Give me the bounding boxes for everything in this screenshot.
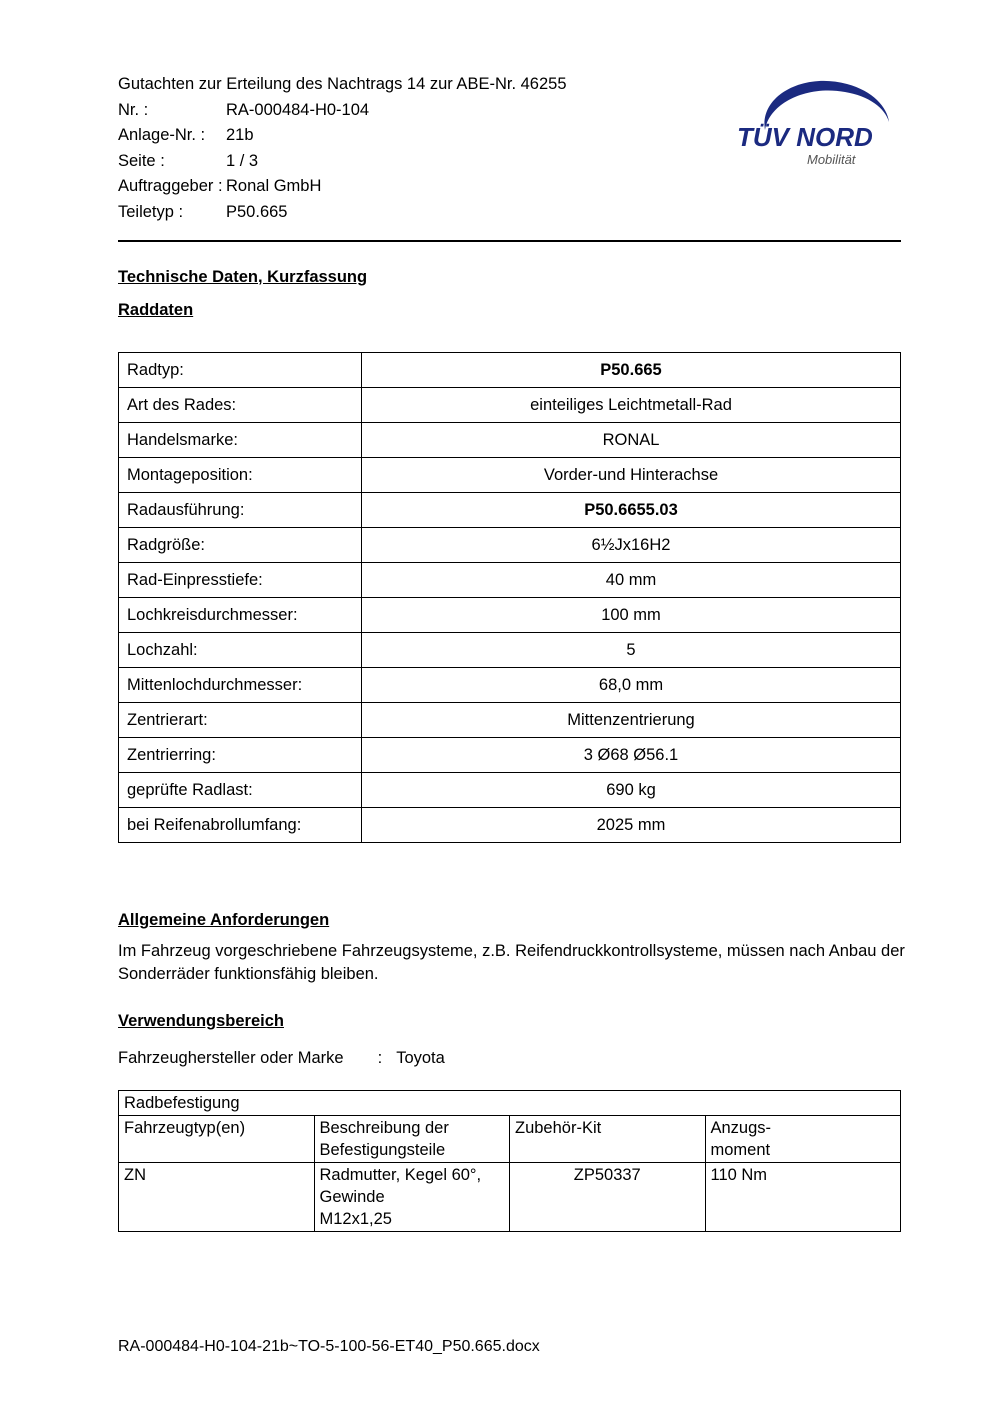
fastening-header-description: Beschreibung der Befestigungsteile: [314, 1116, 510, 1163]
header-label-nr: Nr. :: [118, 100, 149, 119]
wheel-value: 6½Jx16H2: [362, 528, 901, 563]
fastening-cell-torque: 110 Nm: [705, 1163, 901, 1232]
heading-wheel-data: Raddaten: [118, 301, 194, 319]
header-label-teiletyp: Teiletyp :: [118, 202, 184, 221]
wheel-key: Zentrierart:: [119, 703, 362, 738]
fastening-header-vehicle-type: Fahrzeugtyp(en): [119, 1116, 315, 1163]
fastening-header-torque-line2: moment: [710, 1141, 771, 1159]
table-header-row: [119, 1116, 901, 1163]
table-row: [119, 1163, 901, 1232]
wheel-key: Rad-Einpresstiefe:: [119, 563, 362, 598]
wheel-key: Zentrierring:: [119, 738, 362, 773]
wheel-key: bei Reifenabrollumfang:: [119, 808, 362, 843]
fastening-header-kit: Zubehör-Kit: [510, 1116, 706, 1163]
table-row: [119, 808, 901, 843]
table-row: [119, 773, 901, 808]
wheel-value: Vorder-und Hinterachse: [362, 458, 901, 493]
header-value-teiletyp: P50.665: [226, 202, 288, 221]
heading-usage-area: Verwendungsbereich: [118, 1012, 284, 1030]
table-row: [119, 598, 901, 633]
wheel-value: 40 mm: [362, 563, 901, 598]
fastening-cell-description: [314, 1163, 510, 1232]
wheel-value: Mittenzentrierung: [362, 703, 901, 738]
spacer: [118, 843, 901, 885]
wheel-data-table: [118, 352, 901, 843]
wheel-value: 100 mm: [362, 598, 901, 633]
wheel-key: Montageposition:: [119, 458, 362, 493]
svg-text:Mobilität: Mobilität: [807, 152, 856, 166]
header-label-auftraggeber: Auftraggeber :: [118, 177, 223, 195]
tuv-nord-logo: [729, 74, 901, 166]
fastening-cell-kit: ZP50337: [510, 1163, 706, 1232]
fastening-cell-description-line2: M12x1,25: [319, 1210, 392, 1228]
header-label-seite: Seite :: [118, 151, 165, 170]
table-row: [119, 668, 901, 703]
header-row-auftraggeber: [118, 174, 901, 200]
wheel-key: Radausführung:: [119, 493, 362, 528]
general-requirements-text: Im Fahrzeug vorgeschriebene Fahrzeugsysteme, z.B. Reifendruckkontrollsysteme, müssen nach Anbau der Sonderräder funktionsfähig bleiben.: [118, 942, 905, 983]
heading-general-requirements: Allgemeine Anforderungen: [118, 911, 330, 929]
wheel-value: 3 Ø68 Ø56.1: [362, 738, 901, 773]
usage-value: Toyota: [396, 1049, 445, 1067]
fastening-header-torque-line1: Anzugs-: [710, 1119, 772, 1137]
fastening-cell-description-line1: Radmutter, Kegel 60°, Gewinde: [319, 1166, 482, 1206]
header-divider: [118, 240, 901, 242]
header-label-anlage: Anlage-Nr. :: [118, 126, 206, 144]
usage-colon: :: [377, 1049, 383, 1067]
fastening-cell-vehicle-type: ZN: [119, 1163, 315, 1232]
wheel-value: 2025 mm: [362, 808, 901, 843]
wheel-value: P50.6655.03: [362, 493, 901, 528]
header-row-teiletyp: [118, 200, 901, 226]
wheel-value: 5: [362, 633, 901, 668]
wheel-key: geprüfte Radlast:: [119, 773, 362, 808]
table-row: [119, 423, 901, 458]
fastening-header-torque: [705, 1116, 901, 1163]
wheel-key: Radtyp:: [119, 353, 362, 388]
table-row: [119, 633, 901, 668]
document-header: [118, 72, 901, 222]
usage-manufacturer-line: [118, 1049, 901, 1068]
svg-text:TÜV NORD: TÜV NORD: [737, 122, 873, 152]
table-row: [119, 353, 901, 388]
heading-technical-data: Technische Daten, Kurzfassung: [118, 268, 368, 286]
table-row: [119, 563, 901, 598]
header-title: Gutachten zur Erteilung des Nachtrags 14 zur ABE-Nr. 46255: [118, 75, 567, 93]
table-title-row: [119, 1091, 901, 1116]
usage-label: Fahrzeughersteller oder Marke: [118, 1049, 344, 1067]
footer-filename: RA-000484-H0-104-21b~TO-5-100-56-ET40_P50.665.docx: [118, 1338, 540, 1355]
wheel-fastening-table: [118, 1090, 901, 1232]
table-row: [119, 703, 901, 738]
table-row: [119, 528, 901, 563]
wheel-key: Handelsmarke:: [119, 423, 362, 458]
wheel-value: 690 kg: [362, 773, 901, 808]
fastening-title: Radbefestigung: [119, 1091, 901, 1116]
header-value-nr: RA-000484-H0-104: [226, 100, 370, 119]
wheel-key: Lochzahl:: [119, 633, 362, 668]
wheel-value: P50.665: [362, 353, 901, 388]
table-row: [119, 493, 901, 528]
table-row: [119, 738, 901, 773]
wheel-key: Art des Rades:: [119, 388, 362, 423]
table-row: [119, 388, 901, 423]
wheel-key: Mittenlochdurchmesser:: [119, 668, 362, 703]
wheel-key: Lochkreisdurchmesser:: [119, 598, 362, 633]
wheel-key: Radgröße:: [119, 528, 362, 563]
wheel-value: RONAL: [362, 423, 901, 458]
wheel-value: einteiliges Leichtmetall-Rad: [362, 388, 901, 423]
header-value-anlage: 21b: [226, 126, 254, 144]
header-value-auftraggeber: Ronal GmbH: [226, 177, 322, 195]
wheel-value: 68,0 mm: [362, 668, 901, 703]
header-value-seite: 1 / 3: [226, 151, 259, 170]
table-row: [119, 458, 901, 493]
